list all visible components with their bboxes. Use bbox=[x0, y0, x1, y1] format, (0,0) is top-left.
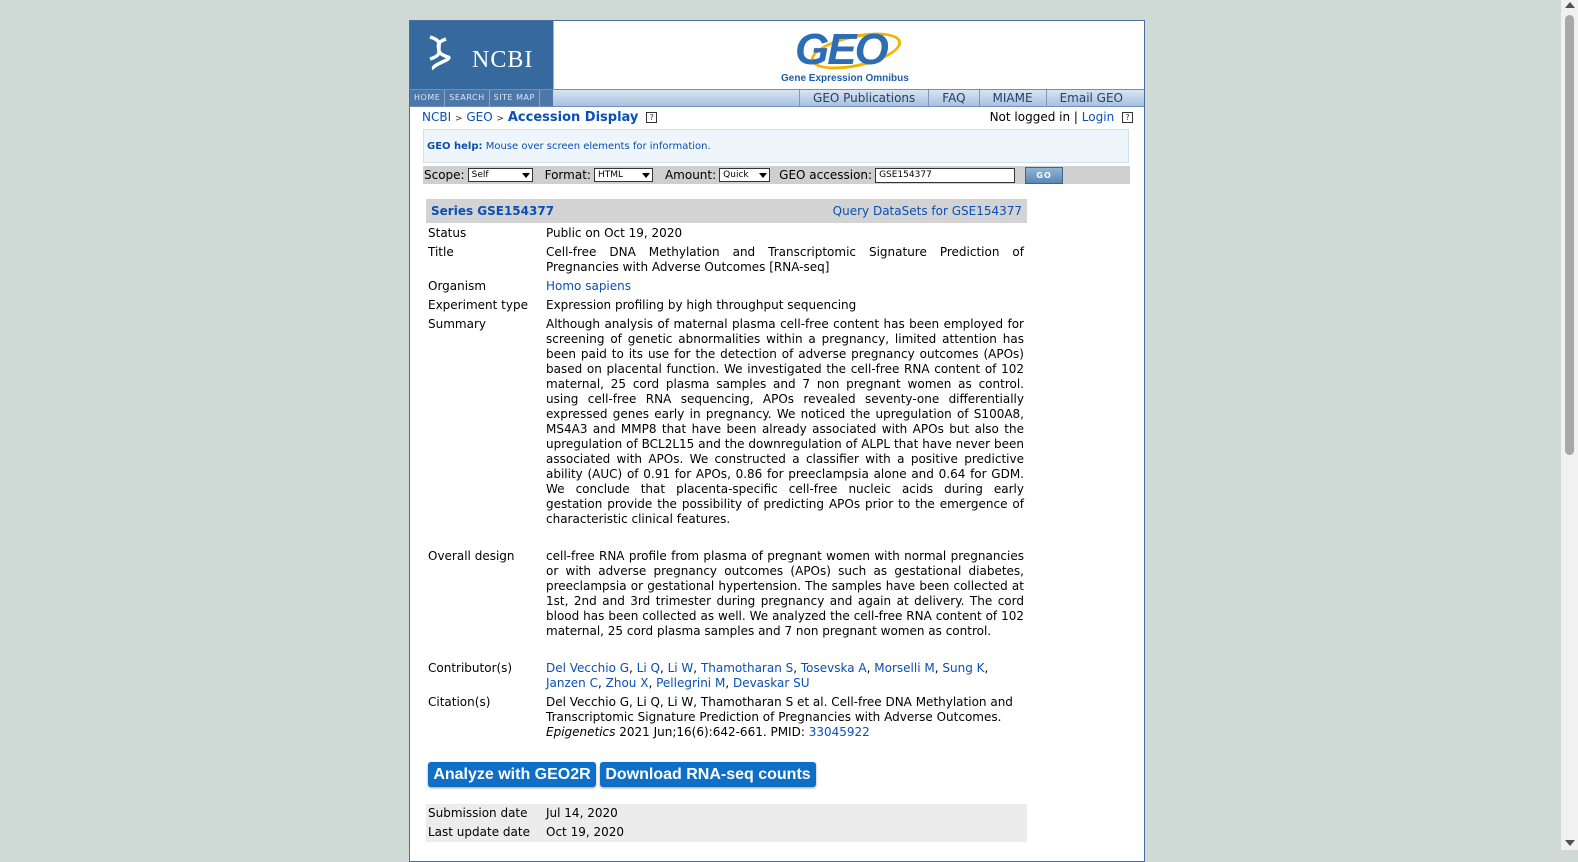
vertical-scrollbar[interactable] bbox=[1561, 0, 1578, 850]
summary-label: Summary bbox=[428, 317, 486, 331]
login-area bbox=[990, 110, 1133, 124]
geo-logo[interactable] bbox=[755, 25, 925, 87]
query-datasets-link[interactable]: Query DataSets for GSE154377 bbox=[832, 204, 1022, 218]
summary-value: Although analysis of maternal plasma cell-free content has been employed for screening of genetic abnormalities within a pregnancy, limited attention has been paid to its use for the detection of adverse pregnancy outcomes (APOs) based on placental function. We investigated the cell-free RNA content of 102 maternal, 25 cord plasma samples and 7 non pregnant women as control. using cell-free RNA sequencing, APOs revealed seventy-one differentially expressed genes early in pregnancy. We noticed the upregulation of S100A8, MS4A3 and MMP8 that have been already associated with APOs but also the upregulation of BCL2L15 and the downregulation of ALPL that have never been associated with APOs. We constructed a classifier with a positive predictive ability (AUC) of 0.91 for APOs, 0.86 for preeclampsia alone and 0.64 for GDM. We conclude that placenta-specific cell-free nucleic acids during early gestation provide the possibility of predicting APOs prior to the emergence of characteristic clinical features. bbox=[546, 317, 1024, 526]
login-separator: | bbox=[1073, 110, 1078, 124]
contributor-link[interactable]: Del Vecchio G bbox=[546, 661, 630, 675]
contributor-link[interactable]: Zhou X bbox=[605, 676, 649, 690]
citation-row bbox=[428, 695, 1028, 740]
series-title: Series GSE154377 bbox=[431, 204, 555, 218]
organism-link[interactable]: Homo sapiens bbox=[546, 279, 632, 293]
submission-date-label: Submission date bbox=[428, 806, 528, 820]
dna-helix-icon bbox=[424, 35, 454, 71]
contributor-link[interactable]: Li Q bbox=[636, 661, 660, 675]
organism-row bbox=[428, 279, 1028, 298]
scroll-down-arrow-icon[interactable] bbox=[1565, 840, 1575, 846]
scrollbar-thumb[interactable] bbox=[1565, 15, 1574, 455]
geo-top-links bbox=[799, 90, 1136, 106]
contributors-label: Contributor(s) bbox=[428, 661, 513, 675]
download-rnaseq-counts-button[interactable]: Download RNA-seq counts bbox=[600, 762, 816, 787]
nav-search-link[interactable]: SEARCH bbox=[445, 90, 489, 106]
ncbi-mini-nav bbox=[410, 90, 553, 106]
contributors-list: Del Vecchio G, Li Q, Li W, Thamotharan S, Tosevska A, Morselli M, Sung K, Janzen C, Zhou X, Pellegrini M, Devaskar SU bbox=[546, 661, 989, 690]
login-help-icon[interactable]: ? bbox=[1122, 112, 1133, 123]
status-row bbox=[428, 226, 1028, 245]
chevron-down-icon bbox=[759, 173, 767, 178]
summary-row bbox=[428, 317, 1028, 549]
email-geo-link[interactable]: Email GEO bbox=[1046, 90, 1136, 106]
go-button[interactable]: GO bbox=[1025, 167, 1063, 184]
geo-page bbox=[409, 20, 1145, 862]
scope-label: Scope: bbox=[424, 168, 465, 182]
citation-text: Del Vecchio G, Li Q, Li W, Thamotharan S et al. Cell-free DNA Methylation and Transcriptomic Signature Prediction of Pregnancies with Adverse Outcomes. bbox=[546, 695, 1013, 724]
submission-date-row bbox=[426, 804, 1027, 823]
citation-details: 2021 Jun;16(6):642-661. PMID: bbox=[615, 725, 809, 739]
citation-value bbox=[546, 695, 1024, 740]
dates-section bbox=[426, 804, 1027, 842]
geo-logo-subtitle: Gene Expression Omnibus bbox=[781, 73, 909, 84]
title-row bbox=[428, 245, 1028, 279]
last-update-value: Oct 19, 2020 bbox=[546, 825, 624, 839]
help-icon[interactable]: ? bbox=[646, 112, 657, 123]
experiment-type-label: Experiment type bbox=[428, 298, 528, 312]
login-status: Not logged in bbox=[989, 110, 1071, 124]
geo-logo-text: GEO bbox=[795, 25, 887, 74]
login-link[interactable]: Login bbox=[1081, 110, 1115, 124]
geo-help-panel bbox=[423, 129, 1129, 163]
format-value: HTML bbox=[597, 170, 623, 180]
format-label: Format: bbox=[544, 168, 591, 182]
accession-label: GEO accession: bbox=[779, 168, 873, 182]
chevron-down-icon bbox=[642, 173, 650, 178]
breadcrumb-ncbi[interactable]: NCBI bbox=[422, 110, 452, 124]
contributor-link[interactable]: Devaskar SU bbox=[732, 676, 810, 690]
page-header bbox=[410, 21, 1144, 89]
series-header bbox=[426, 199, 1027, 223]
last-update-label: Last update date bbox=[428, 825, 530, 839]
help-panel-text: Mouse over screen elements for information. bbox=[485, 141, 711, 152]
experiment-type-value: Expression profiling by high throughput sequencing bbox=[546, 298, 857, 312]
series-details bbox=[428, 226, 1028, 740]
nav-home-link[interactable]: HOME bbox=[410, 90, 445, 106]
analyze-geo2r-button[interactable]: Analyze with GEO2R bbox=[428, 762, 596, 787]
geo-publications-link[interactable]: GEO Publications bbox=[799, 90, 928, 106]
last-update-row bbox=[426, 823, 1027, 842]
breadcrumb bbox=[422, 110, 657, 125]
citation-journal: Epigenetics bbox=[546, 725, 616, 739]
pmid-link[interactable]: 33045922 bbox=[808, 725, 870, 739]
faq-link[interactable]: FAQ bbox=[928, 90, 978, 106]
nav-site-map-link[interactable]: SITE MAP bbox=[490, 90, 540, 106]
amount-label: Amount: bbox=[664, 168, 717, 182]
help-panel-label: GEO help: bbox=[427, 141, 483, 152]
ncbi-logo[interactable] bbox=[410, 21, 554, 89]
contributor-link[interactable]: Sung K bbox=[942, 661, 985, 675]
scope-value: Self bbox=[471, 170, 489, 180]
breadcrumb-separator: > bbox=[454, 114, 463, 124]
title-label: Title bbox=[428, 245, 454, 259]
contributor-link[interactable]: Morselli M bbox=[874, 661, 935, 675]
miame-link[interactable]: MIAME bbox=[979, 90, 1046, 106]
ncbi-logo-text: NCBI bbox=[472, 47, 534, 73]
contributor-link[interactable]: Tosevska A bbox=[800, 661, 867, 675]
contributor-link[interactable]: Pellegrini M bbox=[656, 676, 726, 690]
citation-label: Citation(s) bbox=[428, 695, 491, 709]
amount-value: Quick bbox=[723, 170, 749, 180]
breadcrumb-geo[interactable]: GEO bbox=[466, 110, 493, 124]
experiment-type-row bbox=[428, 298, 1028, 317]
status-label: Status bbox=[428, 226, 467, 240]
chevron-down-icon bbox=[522, 173, 530, 178]
breadcrumb-separator: > bbox=[496, 114, 505, 124]
nav-bar bbox=[410, 89, 1144, 107]
contributor-link[interactable]: Thamotharan S bbox=[700, 661, 794, 675]
accession-input[interactable]: GSE154377 bbox=[875, 168, 1015, 183]
query-bar bbox=[423, 166, 1130, 184]
submission-date-value: Jul 14, 2020 bbox=[546, 806, 618, 820]
contributor-link[interactable]: Janzen C bbox=[546, 676, 598, 690]
overall-design-label: Overall design bbox=[428, 549, 515, 563]
contributor-link[interactable]: Li W bbox=[667, 661, 694, 675]
title-value: Cell-free DNA Methylation and Transcriptomic Signature Prediction of Pregnancies with Adverse Outcomes [RNA-seq] bbox=[546, 245, 1024, 274]
overall-design-row bbox=[428, 549, 1028, 661]
page-title: Accession Display bbox=[507, 110, 639, 125]
contributors-row bbox=[428, 661, 1028, 695]
overall-design-value: cell-free RNA profile from plasma of pregnant women with normal pregnancies or with adverse pregnancy outcomes (APOs) such as gestational diabetes, preeclampsia or gestational hypertension. The samples have been collected at 1st, 2nd and 3rd trimester during pregnancy and again at delivery. The cord blood has been collected as well. We analyzed the cell-free RNA content of 102 maternal, 25 cord plasma samples and 7 non pregnant women as control. bbox=[546, 549, 1024, 638]
scroll-up-arrow-icon[interactable] bbox=[1565, 2, 1575, 8]
scope-select[interactable] bbox=[468, 168, 533, 182]
status-value: Public on Oct 19, 2020 bbox=[546, 226, 683, 240]
format-select[interactable] bbox=[594, 168, 653, 182]
organism-label: Organism bbox=[428, 279, 487, 293]
amount-select[interactable] bbox=[719, 168, 770, 182]
